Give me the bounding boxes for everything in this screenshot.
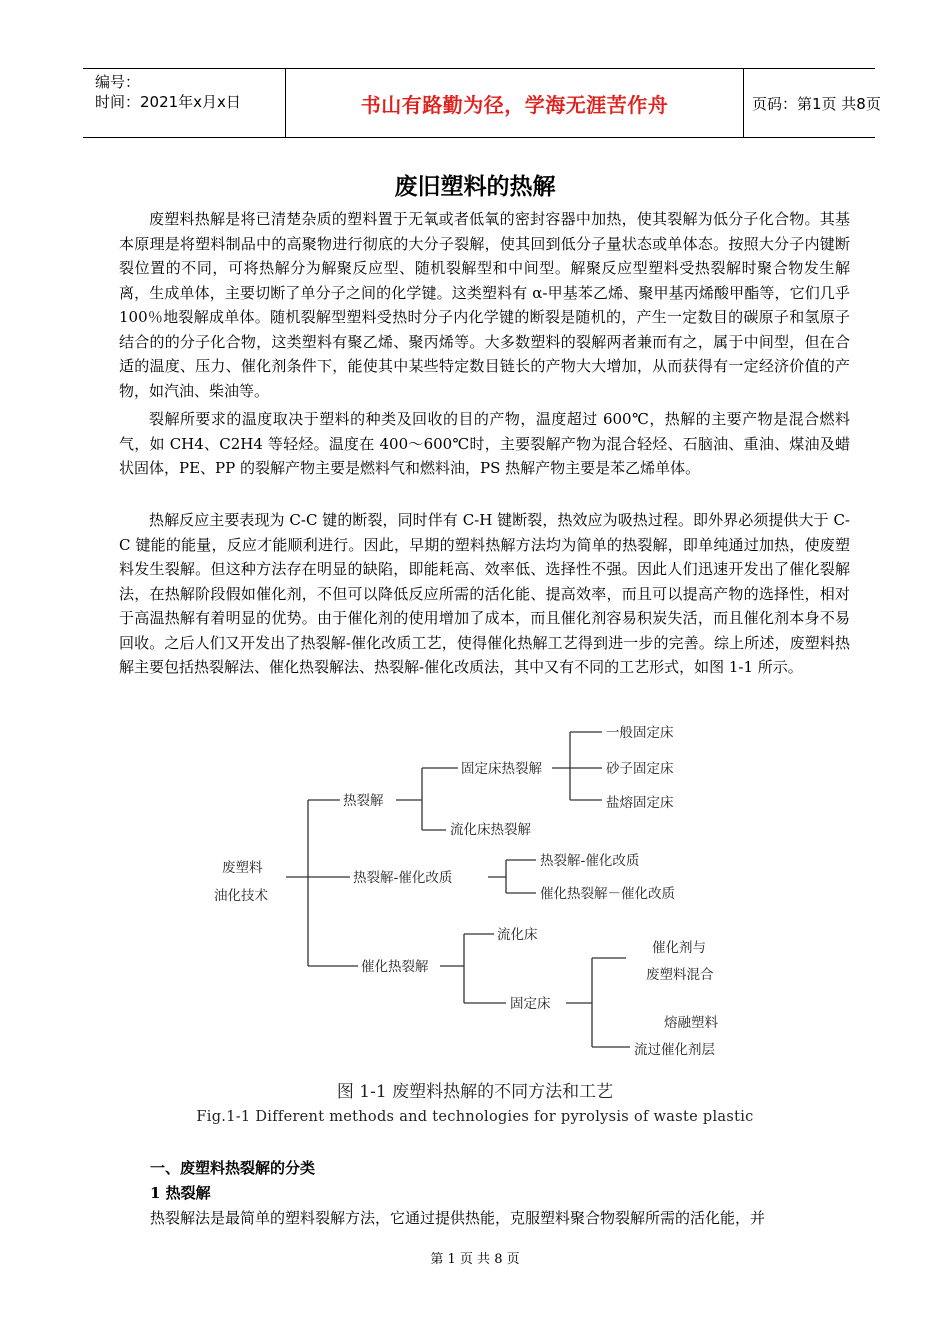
diagram-reform-label: 热裂解-催化改质 <box>353 870 453 886</box>
sub-heading: 1 热裂解 <box>150 1184 211 1202</box>
diagram-melt-label-2: 流过催化剂层 <box>634 1042 715 1058</box>
diagram-catalytic-label: 催化热裂解 <box>361 959 429 975</box>
diagram-thermal-fluid-label: 流化床热裂解 <box>450 822 531 838</box>
diagram-fixed-general-label: 一般固定床 <box>606 725 674 741</box>
diagram-mix-label-1: 催化剂与 <box>652 940 706 956</box>
figure-caption-en: Fig.1-1 Different methods and technologies for pyrolysis of waste plastic <box>196 1109 754 1125</box>
body-paragraph-3 <box>119 508 850 680</box>
header-page-info: 页码：第1页 共8页 <box>743 69 875 137</box>
tree-diagram-svg <box>200 722 760 1074</box>
pyrolysis-methods-diagram <box>200 722 760 1074</box>
document-time: 时间：2021年x月x日 <box>95 93 241 111</box>
diagram-cat-fluid-label: 流化床 <box>497 927 538 943</box>
diagram-cat-fixed-label: 固定床 <box>510 996 551 1012</box>
paragraph-text: 废塑料热解是将已清楚杂质的塑料置于无氧或者低氧的密封容器中加热，使其裂解为低分子化合物。其基本原理是将塑料制品中的高聚物进行彻底的大分子裂解，使其回到低分子量状态或单体态。按照大分子内键断裂位置的不同，可将热解分为解聚反应型、随机裂解型和中间型。解聚反应型塑料受热裂解时聚合物发生解离，生成单体，主要切断了单分子之间的化学键。这类塑料有 α-甲基苯乙烯、聚甲基丙烯酸甲酯等，它们几乎 100％地裂解成单体。随机裂解型塑料受热时分子内化学键的断裂是随机的，产生一定数目的碳原子和氢原子结合的的分子化合物，这类塑料有聚乙烯、聚丙烯等。大多数塑料的裂解两者兼而有之，属于中间型，但在合适的温度、压力、催化剂条件下，能使其中某些特定数目链长的产物大大增加，从而获得有一定经济价值的产物，如汽油、柴油等。 <box>119 210 850 400</box>
diagram-melt-label-1: 熔融塑料 <box>664 1015 718 1031</box>
diagram-thermal-label: 热裂解 <box>343 793 384 809</box>
section-heading: 一、废塑料热裂解的分类 <box>150 1159 316 1177</box>
diagram-fixed-salt-label: 盐熔固定床 <box>606 795 674 811</box>
diagram-reform-a-label: 热裂解-催化改质 <box>540 853 640 869</box>
figure-caption-cn: 图 1-1 废塑料热解的不同方法和工艺 <box>336 1082 614 1102</box>
document-title: 废旧塑料的热解 <box>394 174 556 200</box>
page-footer: 第 1 页 共 8 页 <box>430 1252 520 1267</box>
page-header <box>83 68 881 138</box>
paragraph-text: 热解反应主要表现为 C-C 键的断裂，同时伴有 C-H 键断裂，热效应为吸热过程。即外界必须提供大于 C-C 键能的能量，反应才能顺利进行。因此，早期的塑料热解方法均为简单的热裂解，即单纯通过加热，使废塑料发生裂解。但这种方法存在明显的缺陷，即能耗高、效率低、选择性不强。因此人们迅速开发出了催化裂解法，在热解阶段假如催化剂，不但可以降低反应所需的活化能、提高效率，而且可以提高产物的选择性，相对于高温热解有着明显的优势。由于催化剂的使用增加了成本，而且催化剂容易积炭失活，而且催化剂本身不易回收。之后人们又开发出了热裂解-催化改质工艺，使得催化热解工艺得到进一步的完善。综上所述，废塑料热解主要包括热裂解法、催化热裂解法、热裂解-催化改质法，其中又有不同的工艺形式，如图 1-1 所示。 <box>119 511 850 676</box>
body-paragraph-2 <box>119 407 850 481</box>
diagram-root-label-2: 油化技术 <box>214 888 268 904</box>
diagram-mix-label-2: 废塑料混合 <box>646 967 714 983</box>
diagram-labels <box>214 725 718 1058</box>
diagram-root-label-1: 废塑料 <box>222 860 263 876</box>
document-number: 编号： <box>95 73 141 91</box>
diagram-reform-b-label: 催化热裂解－催化改质 <box>540 886 675 902</box>
paragraph-text: 裂解所要求的温度取决于塑料的种类及回收的目的产物，温度超过 600℃，热解的主要产物是混合燃料气，如 CH4、C2H4 等轻烃。温度在 400～600℃时，主要裂解产物为混合轻烃、石脑油、重油、煤油及蜡状固体，PE、PP 的裂解产物主要是燃料气和燃料油，PS 热解产物主要是苯乙烯单体。 <box>119 410 850 477</box>
body-paragraph-1 <box>119 207 850 403</box>
body-paragraph-4: 热裂解法是最简单的塑料裂解方法，它通过提供热能，克服塑料聚合物裂解所需的活化能，并 <box>150 1209 766 1227</box>
header-meta <box>83 69 286 137</box>
diagram-fixed-sand-label: 砂子固定床 <box>606 761 674 777</box>
diagram-thermal-fixed-label: 固定床热裂解 <box>461 761 542 777</box>
header-motto: 书山有路勤为径，学海无涯苦作舟 <box>360 92 669 117</box>
